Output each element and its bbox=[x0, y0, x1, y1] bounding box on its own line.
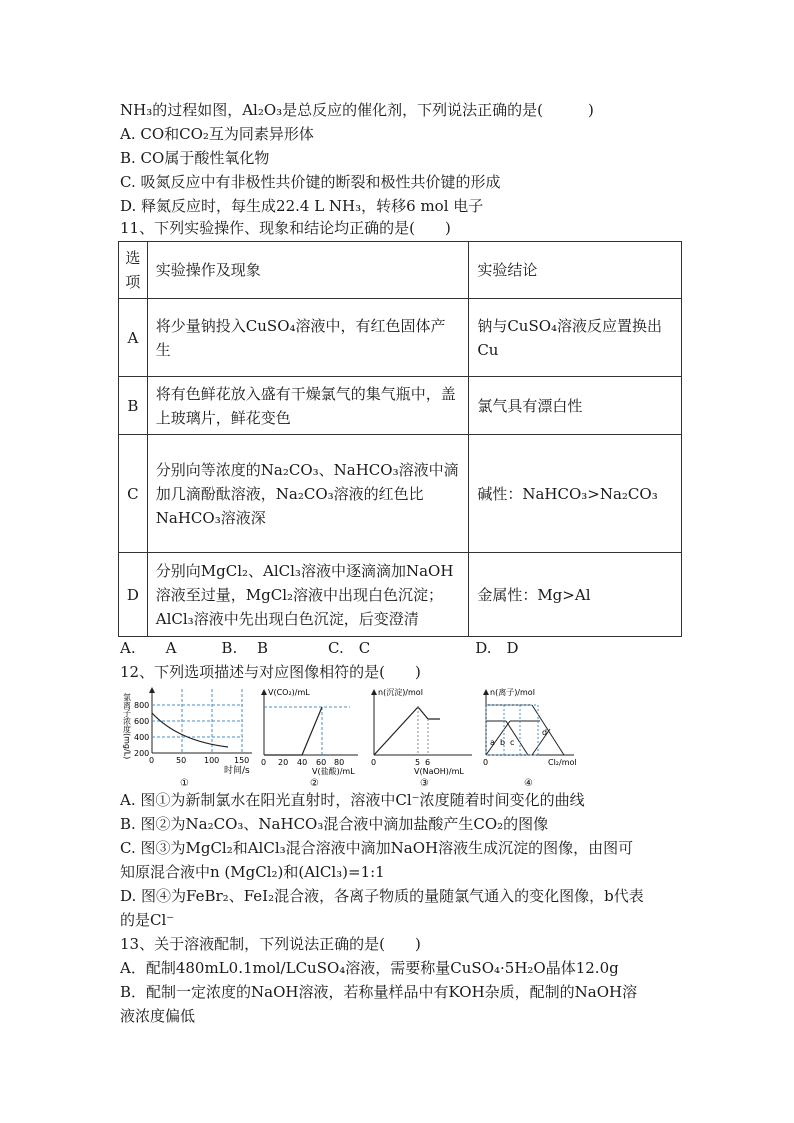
x-axis-label: V(盐酸)/mL bbox=[312, 767, 355, 776]
q12-option-a: A. 图①为新制氯水在阳光直射时，溶液中Cl⁻浓度随着时间变化的曲线 bbox=[120, 791, 585, 809]
y-axis-label: n(沉淀)/mol bbox=[378, 688, 423, 697]
graph-number: ④ bbox=[524, 778, 533, 789]
y-axis-label: V(CO₂)/mL bbox=[268, 688, 310, 697]
q11-stem: 11、下列实验操作、现象和结论均正确的是( ) bbox=[120, 219, 451, 237]
x-tick: 60 bbox=[316, 758, 327, 767]
x-tick: 0 bbox=[261, 758, 267, 767]
row-operation: 将少量钠投入CuSO₄溶液中，有红色固体产生 bbox=[147, 299, 469, 377]
x-tick: 20 bbox=[278, 758, 289, 767]
q12-option-c: C. 图③为MgCl₂和AlCl₃混合溶液中滴加NaOH溶液生成沉淀的图像，由图可 bbox=[120, 839, 634, 857]
header-operation: 实验操作及现象 bbox=[147, 242, 469, 299]
row-operation: 分别向等浓度的Na₂CO₃、NaHCO₃溶液中滴加几滴酚酞溶液，Na₂CO₃溶液的红色比NaHCO₃溶液深 bbox=[147, 435, 469, 553]
y-tick: 800 bbox=[134, 701, 150, 710]
table-header-row bbox=[119, 242, 682, 299]
y-tick: 600 bbox=[134, 717, 150, 726]
row-conclusion: 金属性：Mg>Al bbox=[469, 553, 682, 637]
y-tick: 400 bbox=[134, 733, 150, 742]
graph-3 bbox=[368, 685, 478, 789]
graph-2 bbox=[258, 685, 368, 789]
row-conclusion: 碱性：NaHCO₃>Na₂CO₃ bbox=[469, 435, 682, 553]
x-tick: 50 bbox=[176, 756, 187, 765]
row-option: C bbox=[119, 435, 148, 553]
curve-label: c bbox=[510, 738, 515, 747]
q11-table bbox=[118, 241, 682, 637]
table-row bbox=[119, 377, 682, 435]
curve-label: b bbox=[500, 738, 506, 747]
y-axis-label: 氯离子浓度(mg/L) bbox=[122, 693, 132, 760]
q10-option-d: D. 释氮反应时，每生成22.4 L NH₃，转移6 mol 电子 bbox=[120, 197, 484, 215]
y-axis-label: n(离子)/mol bbox=[490, 688, 535, 697]
x-tick: 40 bbox=[297, 758, 308, 767]
row-operation: 分别向MgCl₂、AlCl₃溶液中逐滴滴加NaOH溶液至过量，MgCl₂溶液中出现白色沉淀；AlCl₃溶液中先出现白色沉淀，后变澄清 bbox=[147, 553, 469, 637]
row-option: B bbox=[119, 377, 148, 435]
graph-number: ① bbox=[180, 778, 189, 789]
x-axis-label: V(NaOH)/mL bbox=[414, 767, 464, 776]
x-tick: 0 bbox=[149, 756, 155, 765]
curve-label: d bbox=[542, 728, 548, 737]
curve-label: a bbox=[490, 738, 495, 747]
q12-option-d: D. 图④为FeBr₂、FeI₂混合液，各离子物质的量随氯气通入的变化图像，b代表 bbox=[120, 887, 644, 905]
q13-stem: 13、关于溶液配制，下列说法正确的是( ) bbox=[120, 935, 421, 953]
row-option: A bbox=[119, 299, 148, 377]
q10-option-c: C. 吸氮反应中有非极性共价键的断裂和极性共价键的形成 bbox=[120, 173, 501, 191]
x-tick: 80 bbox=[334, 758, 345, 767]
table-row bbox=[119, 553, 682, 637]
row-option: D bbox=[119, 553, 148, 637]
origin-label: 0 bbox=[483, 758, 489, 767]
header-option: 选项 bbox=[119, 242, 148, 299]
x-axis-label: Cl₂/mol bbox=[548, 758, 577, 767]
row-operation: 将有色鲜花放入盛有干燥氯气的集气瓶中，盖上玻璃片，鲜花变色 bbox=[147, 377, 469, 435]
graph-number: ② bbox=[310, 778, 319, 789]
q10-stem-tail: NH₃的过程如图，Al₂O₃是总反应的催化剂，下列说法正确的是( ) bbox=[120, 101, 594, 119]
q12-option-b: B. 图②为Na₂CO₃、NaHCO₃混合液中滴加盐酸产生CO₂的图像 bbox=[120, 815, 549, 833]
q12-stem: 12、下列选项描述与对应图像相符的是( ) bbox=[120, 663, 421, 681]
graph-4 bbox=[480, 685, 590, 789]
graph-1 bbox=[118, 685, 254, 789]
q10-option-b: B. CO属于酸性氧化物 bbox=[120, 149, 270, 167]
table-row bbox=[119, 299, 682, 377]
q12-option-d-cont: 的是Cl⁻ bbox=[120, 911, 175, 929]
q10-option-a: A. CO和CO₂互为同素异形体 bbox=[120, 125, 314, 143]
curve-d bbox=[532, 729, 550, 755]
q13-option-b: B．配制一定浓度的NaOH溶液，若称量样品中有KOH杂质，配制的NaOH溶 bbox=[120, 983, 638, 1001]
row-conclusion: 氯气具有漂白性 bbox=[469, 377, 682, 435]
x-axis-label: 时间/s bbox=[224, 766, 250, 776]
x-tick: 150 bbox=[234, 756, 250, 765]
graph-number: ③ bbox=[420, 778, 429, 789]
q13-option-a: A．配制480mL0.1mol/LCuSO₄溶液，需要称量CuSO₄·5H₂O晶体12.0g bbox=[120, 959, 619, 977]
x-tick: 0 bbox=[371, 758, 377, 767]
row-conclusion: 钠与CuSO₄溶液反应置换出Cu bbox=[469, 299, 682, 377]
x-tick: 5 bbox=[415, 758, 421, 767]
co2-curve bbox=[264, 707, 322, 755]
x-tick: 100 bbox=[204, 756, 220, 765]
header-conclusion: 实验结论 bbox=[469, 242, 682, 299]
chloride-curve bbox=[152, 713, 228, 747]
table-row bbox=[119, 435, 682, 553]
q13-option-b-cont: 液浓度偏低 bbox=[120, 1007, 196, 1025]
q11-choices: A. A B. B C. C D. D bbox=[120, 639, 519, 657]
y-tick: 200 bbox=[134, 749, 150, 758]
precipitate-curve bbox=[374, 707, 440, 755]
q12-option-c-cont: 知原混合液中n (MgCl₂)和(AlCl₃)=1:1 bbox=[120, 863, 385, 881]
x-tick: 6 bbox=[425, 758, 431, 767]
